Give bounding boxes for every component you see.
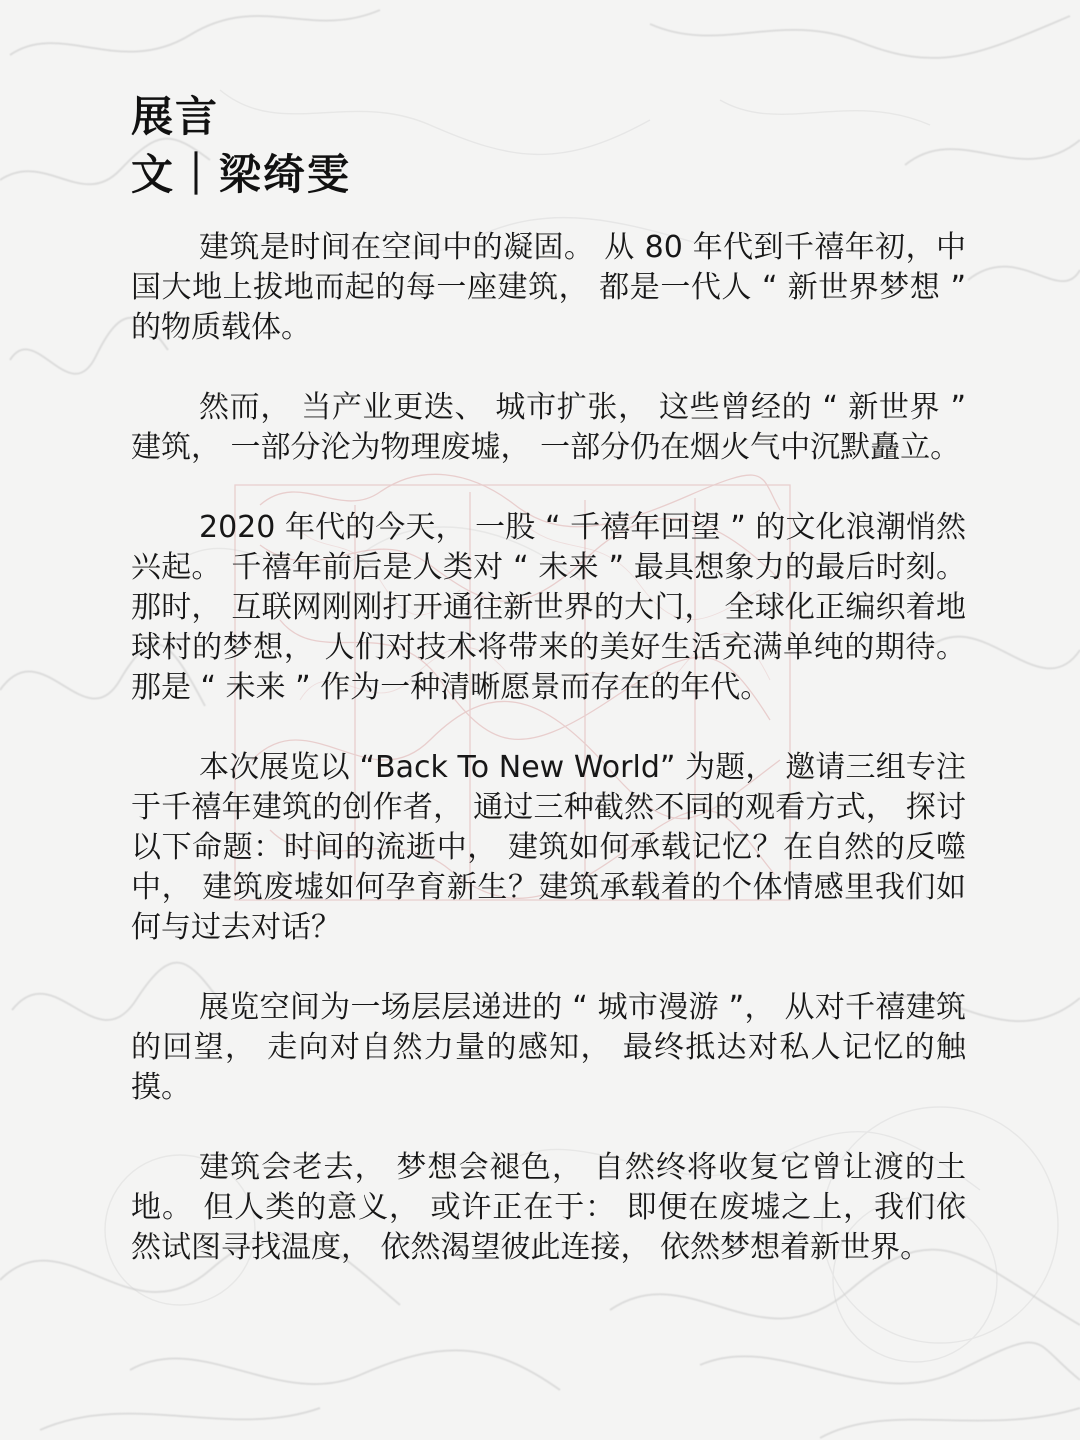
- paragraph-1: 建筑是时间在空间中的凝固。 从 80 年代到千禧年初，中国大地上拔地而起的每一座建筑， 都是一代人 “ 新世界梦想 ” 的物质载体。: [131, 230, 966, 345]
- author-byline: 文｜梁绮雯: [131, 150, 352, 199]
- paragraph-3: 2020 年代的今天， 一股 “ 千禧年回望 ” 的文化浪潮悄然兴起。 千禧年前后是人类对 “ 未来 ” 最具想象力的最后时刻。 那时， 互联网刚刚打开通往新世界的大门， 全球化正编织着地球村的梦想， 人们对技术将带来的美好生活充满单纯的期待。 那是 “ 未来 ” 作为一种清晰愿景而存在的年代。: [131, 510, 966, 705]
- paragraph-6: 建筑会老去， 梦想会褪色， 自然终将收复它曾让渡的土地。 但人类的意义， 或许正在于： 即便在废墟之上，我们依然试图寻找温度， 依然渴望彼此连接， 依然梦想着新世界。: [131, 1150, 966, 1265]
- page-title: 展言: [131, 92, 220, 141]
- paragraph-4: 本次展览以 “Back To New World” 为题， 邀请三组专注于千禧年建筑的创作者， 通过三种截然不同的观看方式， 探讨以下命题：时间的流逝中， 建筑如何承载记忆？在自然的反噬中， 建筑废墟如何孕育新生？建筑承载着的个体情感里我们如何与过去对话？: [131, 750, 966, 945]
- paragraph-2: 然而， 当产业更迭、 城市扩张， 这些曾经的 “ 新世界 ” 建筑， 一部分沦为物理废墟， 一部分仍在烟火气中沉默矗立。: [131, 390, 966, 465]
- exhibition-preface: [131, 88, 966, 1268]
- paragraph-5: 展览空间为一场层层递进的 “ 城市漫游 ”， 从对千禧建筑的回望， 走向对自然力量的感知， 最终抵达对私人记忆的触摸。: [131, 990, 966, 1105]
